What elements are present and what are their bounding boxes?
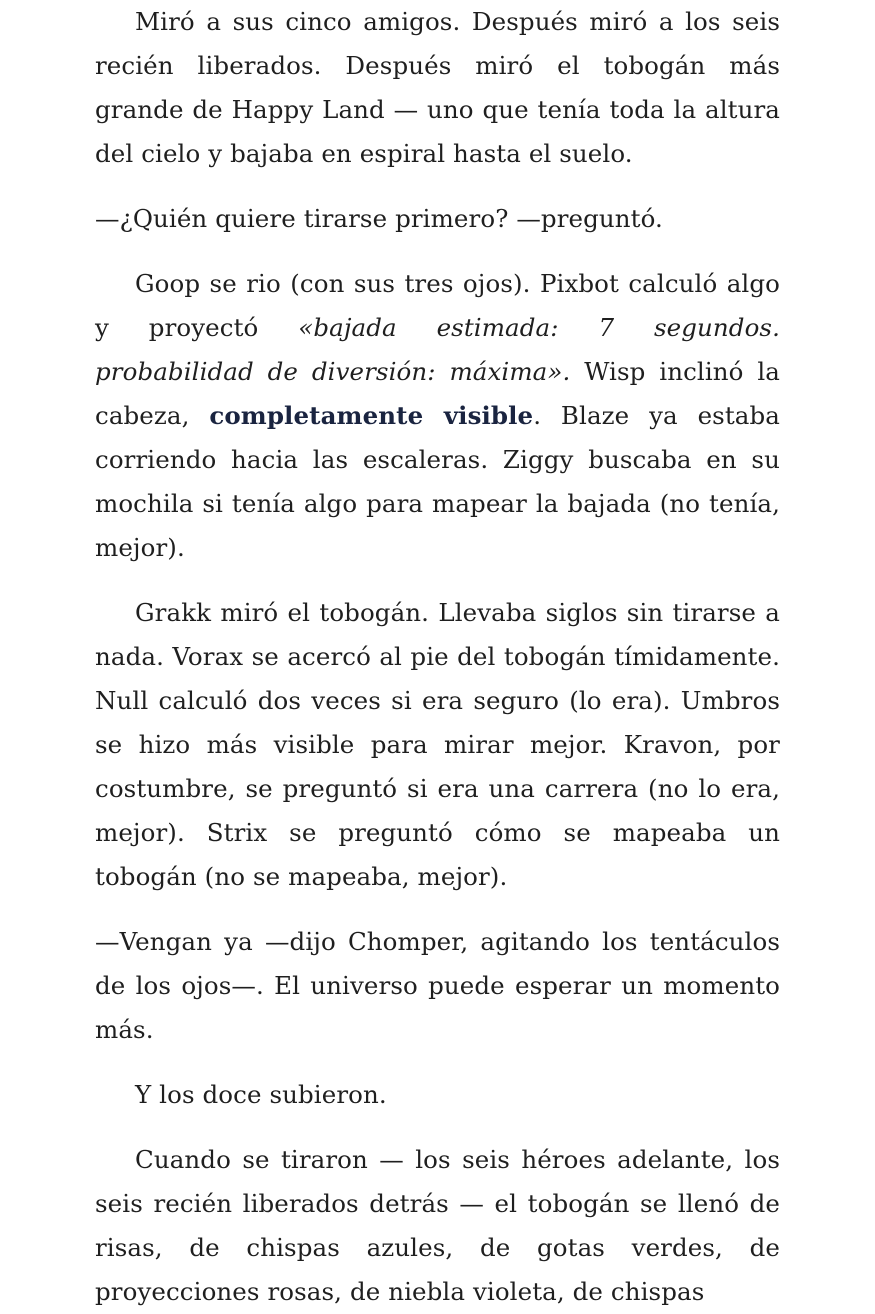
projection-quote: «bajada estimada: 7 segundos. probabilidad de diversión: máxima».	[95, 313, 780, 386]
paragraph-2-dialogue: —¿Quién quiere tirarse primero? —preguntó.	[95, 204, 663, 233]
paragraph-6: Y los doce subieron.	[135, 1080, 387, 1109]
book-page	[95, 0, 780, 1314]
paragraph-3-text-c: . Blaze ya estaba corriendo hacia las escaleras. Ziggy buscaba en su mochila si tenía algo para mapear la bajada (no tenía, mejor).	[95, 401, 780, 562]
paragraph-1: Miró a sus cinco amigos. Después miró a los seis recién liberados. Después miró el tobogán más grande de Happy Land — uno que tenía toda la altura del cielo y bajaba en espiral hasta el suelo.	[95, 7, 780, 168]
paragraph-3	[95, 262, 780, 570]
emphasis-bold: completamente visible	[209, 401, 534, 430]
paragraph-3-text-b: Wisp inclinó la cabeza,	[95, 357, 780, 430]
paragraph-5-dialogue: —Vengan ya —dijo Chomper, agitando los tentáculos de los ojos—. El universo puede esperar un momento más.	[95, 927, 780, 1044]
paragraph-7: Cuando se tiraron — los seis héroes adelante, los seis recién liberados detrás — el tobogán se llenó de risas, de chispas azules, de gotas verdes, de proyecciones rosas, de niebla violeta, de chispas	[95, 1145, 780, 1306]
paragraph-3-text-a: Goop se rio (con sus tres ojos). Pixbot calculó algo y proyectó	[95, 269, 780, 342]
paragraph-4: Grakk miró el tobogán. Llevaba siglos sin tirarse a nada. Vorax se acercó al pie del tobogán tímidamente. Null calculó dos veces si era seguro (lo era). Umbros se hizo más visible para mirar mejor. Kravon, por costumbre, se preguntó si era una carrera (no lo era, mejor). Strix se preguntó cómo se mapeaba un tobogán (no se mapeaba, mejor).	[95, 598, 780, 891]
